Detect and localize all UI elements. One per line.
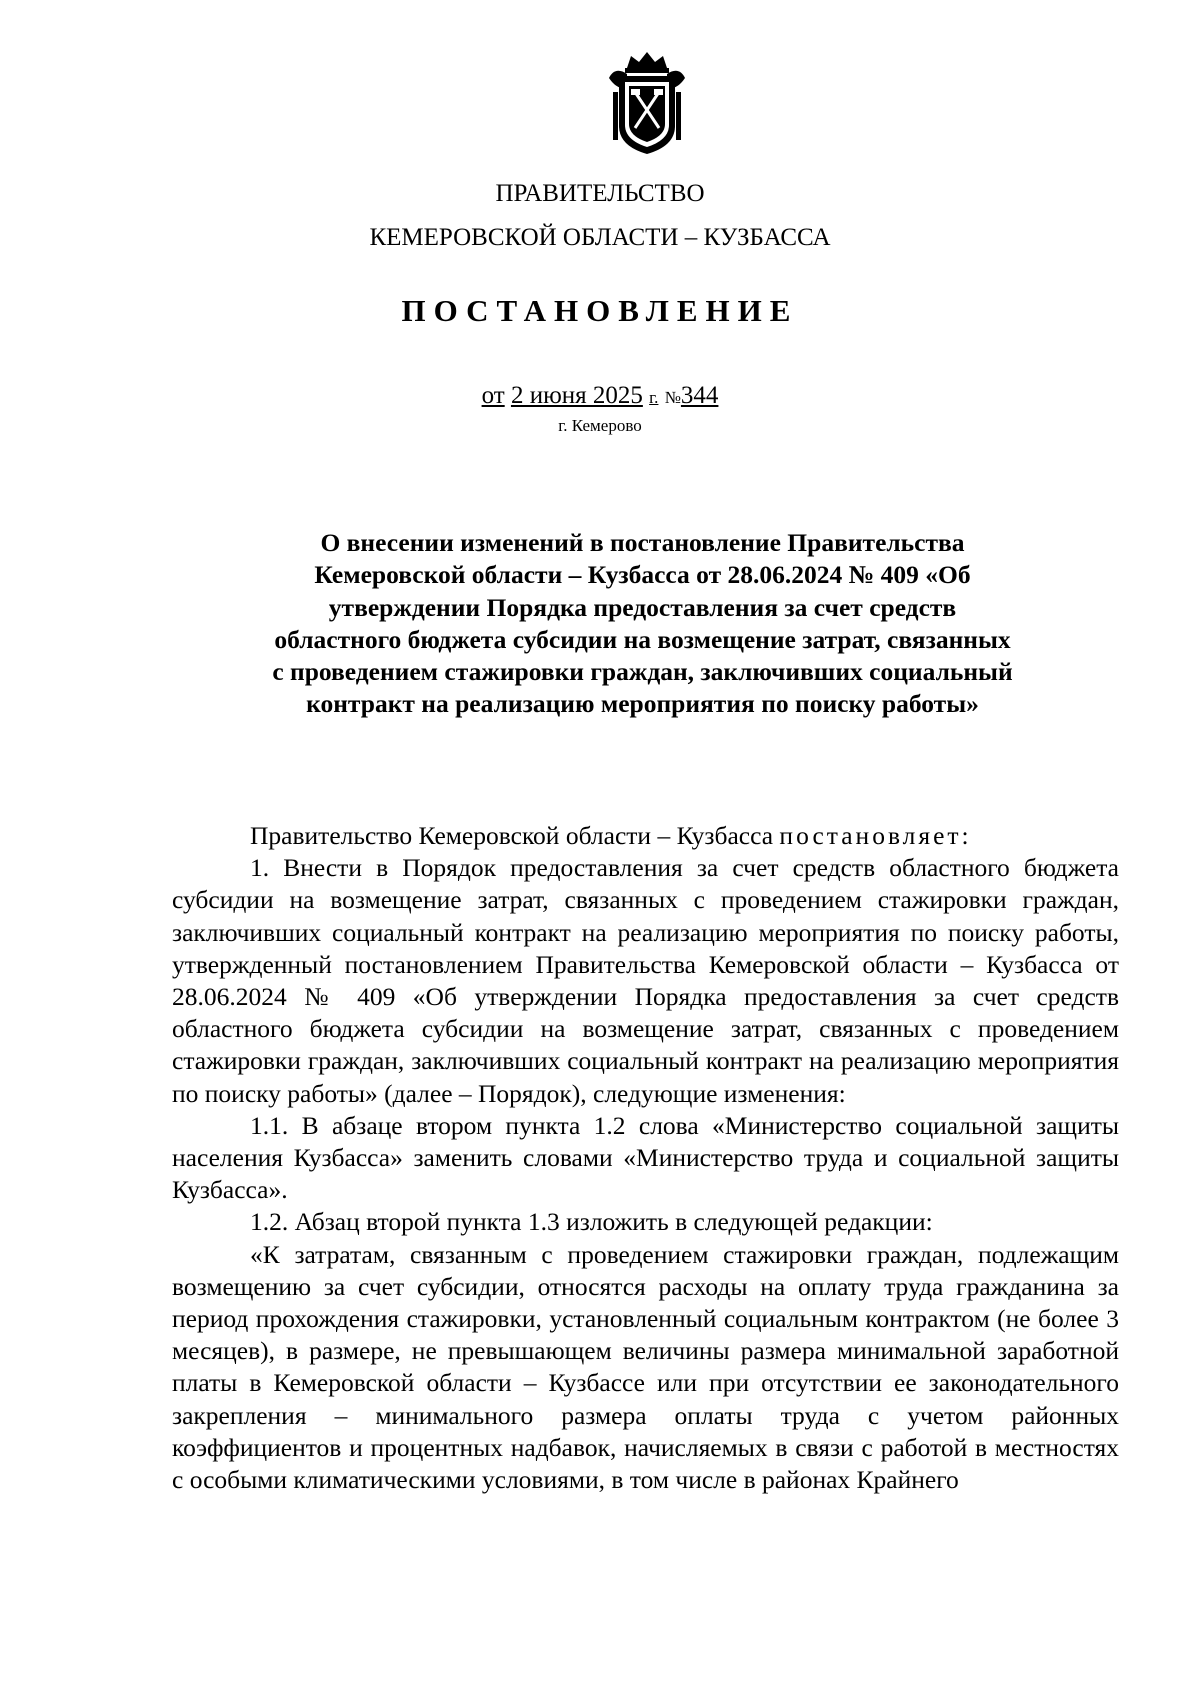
document-body bbox=[172, 820, 1119, 1496]
date-line bbox=[0, 382, 1200, 410]
paragraph-quote: «К затратам, связанным с проведением стажировки граждан, подлежащим возмещению за счет субсидии, относятся расходы на оплату труда гражданина за период прохождения стажировки, установленный социальным контрактом (не более 3 месяцев), в размере, не превышающем величины размера минимальной заработной платы в Кемеровской области – Кузбассе или при отсутствии ее законодательного закрепления – минимального размера оплаты труда с учетом районных коэффициентов и процентных надбавок, начисляемых в связи с работой в местностях с особыми климатическими условиями, в том числе в районах Крайнего bbox=[172, 1239, 1119, 1495]
paragraph-1-2: 1.2. Абзац второй пункта 1.3 изложить в следующей редакции: bbox=[250, 1207, 933, 1237]
kuzbass-coat-of-arms-icon bbox=[605, 48, 689, 158]
document-title: О внесении изменений в постановление Правительства Кемеровской области – Кузбасса от 28.06.2024 № 409 «Об утверждении Порядка предоставления за счет средств областного бюджета субсидии на возмещение затрат, связанных с проведением стажировки граждан, заключивших социальный контракт на реализацию мероприятия по поиску работы» bbox=[272, 528, 1013, 719]
intro-verb: постановляет: bbox=[779, 821, 972, 850]
city-name: г. Кемерово bbox=[558, 416, 642, 435]
year-suffix: г. bbox=[649, 388, 659, 407]
paragraph-1-1: 1.1. В абзаце втором пункта 1.2 слова «Министерство социальной защиты населения Кузбасса» заменить словами «Министерство труда и социальной защиты Кузбасса». bbox=[172, 1110, 1119, 1205]
paragraph-1: 1. Внести в Порядок предоставления за счет средств областного бюджета субсидии на возмещение затрат, связанных с проведением стажировки граждан, заключивших социальный контракт на реализацию мероприятия по поиску работы, утвержденный постановлением Правительства Кемеровской области – Кузбасса от 28.06.2024 № 409 «Об утверждении Порядка предоставления за счет средств областного бюджета субсидии на возмещение затрат, связанных с проведением стажировки граждан, заключивших социальный контракт на реализацию мероприятия по поиску работы» (далее – Порядок), следующие изменения: bbox=[172, 853, 1119, 1108]
intro-prefix: Правительство Кемеровской области – Кузбасса bbox=[250, 821, 774, 850]
date-prefix: от bbox=[481, 382, 505, 409]
intro-paragraph bbox=[172, 820, 1119, 852]
document-type: ПОСТАНОВЛЕНИЕ bbox=[401, 293, 799, 328]
document-number: 344 bbox=[680, 382, 719, 409]
government-name-line1: ПРАВИТЕЛЬСТВО bbox=[495, 180, 705, 207]
number-sign: № bbox=[664, 388, 681, 407]
government-name-line2: КЕМЕРОВСКОЙ ОБЛАСТИ – КУЗБАССА bbox=[369, 224, 831, 251]
document-date: 2 июня 2025 bbox=[510, 382, 643, 409]
